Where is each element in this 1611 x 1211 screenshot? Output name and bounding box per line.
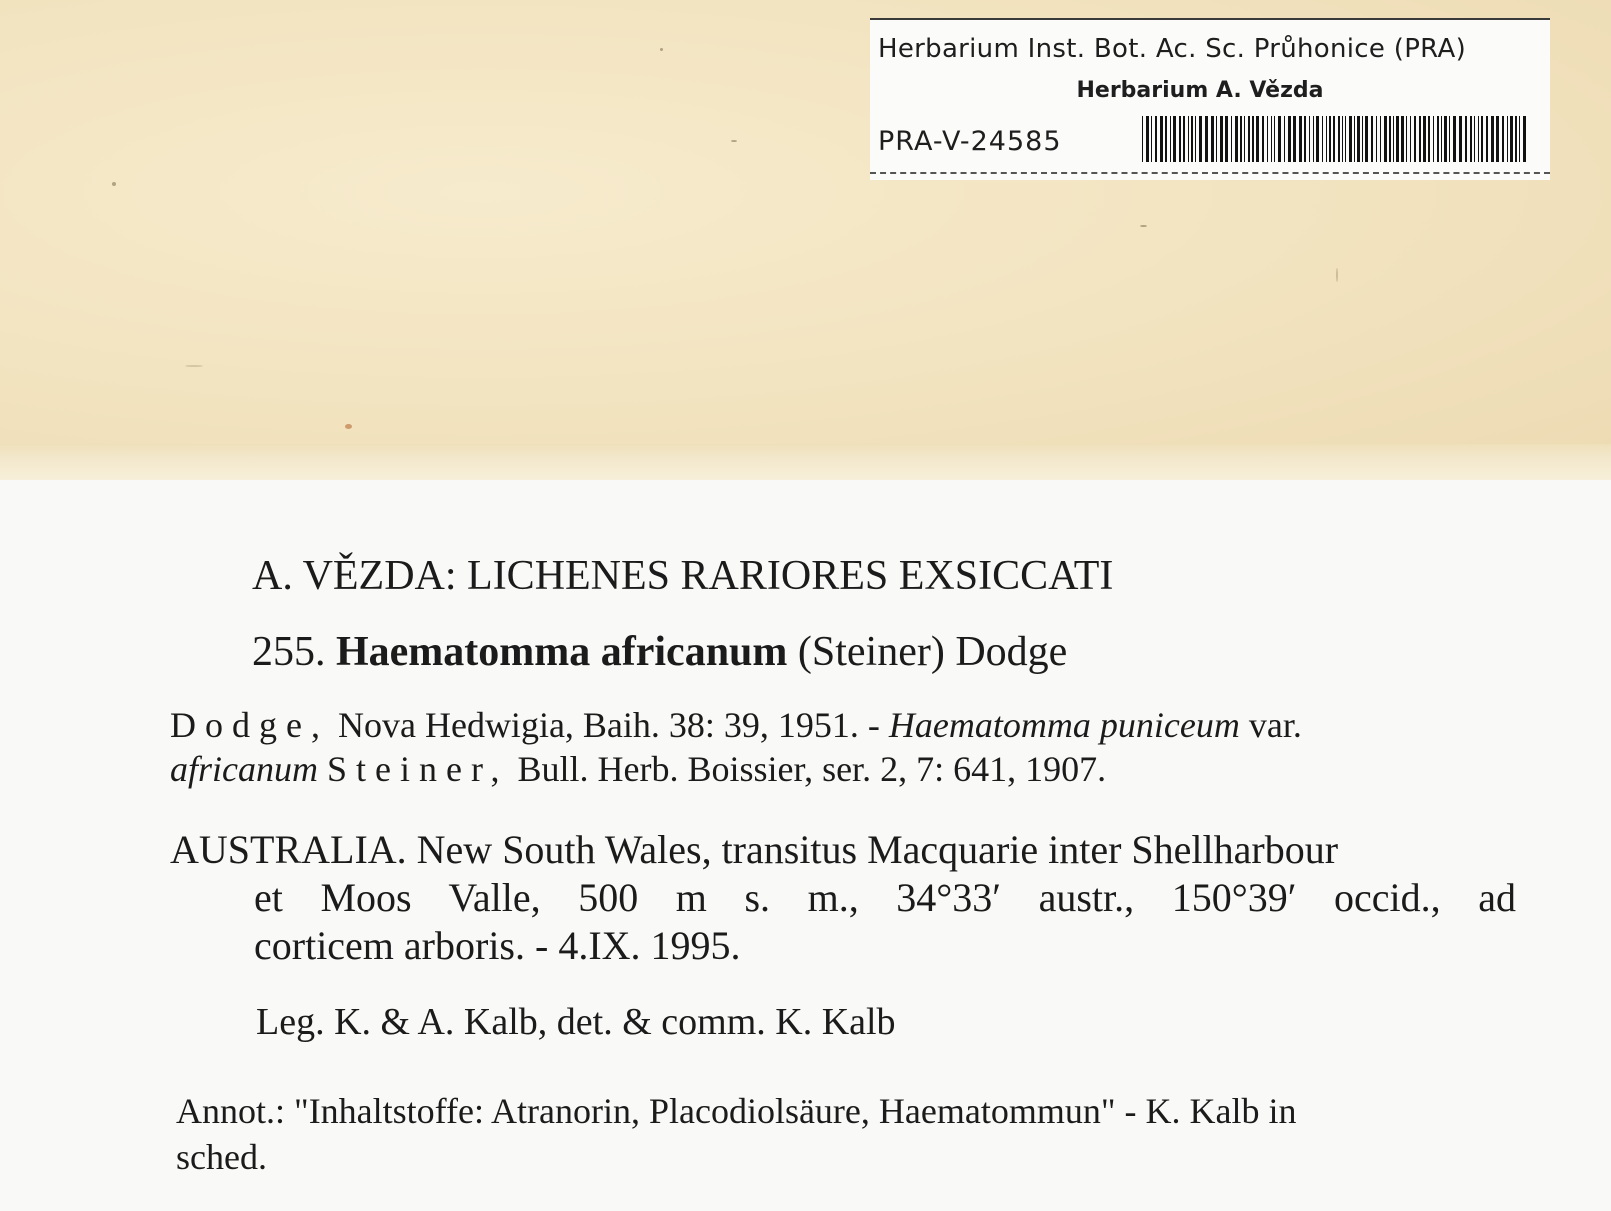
barcode-bar bbox=[1523, 116, 1526, 162]
barcode-bar bbox=[1474, 116, 1475, 162]
barcode-bar bbox=[1470, 116, 1472, 162]
barcode-bar bbox=[1478, 116, 1479, 162]
barcode-bar bbox=[1433, 116, 1434, 162]
barcode-bar bbox=[1441, 116, 1442, 162]
synonymy-author-2: Steiner, bbox=[327, 749, 509, 789]
barcode-bar bbox=[1384, 116, 1387, 162]
barcode-bar bbox=[1205, 116, 1208, 162]
paper-speck bbox=[660, 48, 663, 51]
barcode-bar bbox=[1271, 116, 1272, 162]
barcode-bar bbox=[1252, 116, 1254, 162]
synonymy-line-2 bbox=[170, 748, 1106, 790]
barcode-bar bbox=[1329, 116, 1331, 162]
barcode-bar bbox=[1519, 116, 1520, 162]
barcode-bar bbox=[1304, 116, 1306, 162]
taxon-heading bbox=[252, 628, 1067, 676]
barcode-bar bbox=[1284, 116, 1285, 162]
locality-line-2: et Moos Valle, 500 m s. m., 34°33′ austr., 150°39′ occid., ad bbox=[254, 875, 1516, 920]
paper-speck bbox=[1140, 225, 1147, 227]
barcode-bar bbox=[1362, 116, 1363, 162]
barcode-bar bbox=[1220, 116, 1223, 162]
barcode-bar bbox=[1309, 116, 1310, 162]
barcode-bar bbox=[1396, 116, 1399, 162]
barcode-bar bbox=[1419, 116, 1421, 162]
paper-speck bbox=[185, 365, 203, 367]
barcode-bar bbox=[1225, 116, 1228, 162]
institution-name: Herbarium Inst. Bot. Ac. Sc. Průhonice (PRA) bbox=[878, 34, 1467, 64]
barcode-bar bbox=[1481, 116, 1483, 162]
barcode-bar bbox=[1357, 116, 1360, 162]
barcode-bar bbox=[1160, 116, 1163, 162]
barcode-bar bbox=[1248, 116, 1250, 162]
barcode-bar bbox=[1299, 116, 1302, 162]
barcode-bar bbox=[1459, 116, 1462, 162]
synonymy-reference-2: Bull. Herb. Boissier, ser. 2, 7: 641, 1907. bbox=[517, 749, 1107, 789]
paper-speck bbox=[112, 182, 116, 186]
locality-line-3: corticem arboris. - 4.IX. 1995. bbox=[254, 923, 741, 968]
barcode-bar bbox=[1173, 116, 1176, 162]
barcode-bar bbox=[1349, 116, 1352, 162]
barcode-bar bbox=[1507, 116, 1508, 162]
paper-speck bbox=[345, 424, 352, 429]
barcode-bar bbox=[1428, 116, 1430, 162]
rank: var. bbox=[1248, 705, 1302, 745]
barcode-bar bbox=[1231, 116, 1232, 162]
barcode-bar bbox=[1354, 116, 1355, 162]
barcode-bar bbox=[1191, 116, 1193, 162]
barcode-bar bbox=[1235, 116, 1238, 162]
barcode-bar bbox=[1496, 116, 1499, 162]
infraspecific-epithet: africanum bbox=[170, 749, 318, 789]
barcode-bar bbox=[1146, 116, 1149, 162]
barcode-bar bbox=[1170, 116, 1171, 162]
paper-speck bbox=[1336, 268, 1338, 282]
barcode-bar bbox=[1371, 116, 1373, 162]
barcode-bar bbox=[1449, 116, 1450, 162]
barcode-bar bbox=[1376, 116, 1377, 162]
barcode-bar bbox=[1444, 116, 1447, 162]
barcode-bar bbox=[1262, 116, 1264, 162]
barcode-bar bbox=[1293, 116, 1296, 162]
barcode-bar bbox=[1322, 116, 1323, 162]
barcode-bar bbox=[1465, 116, 1467, 162]
barcode-bar bbox=[1155, 116, 1157, 162]
barcode-bar bbox=[1326, 116, 1327, 162]
barcode-bar bbox=[1256, 116, 1259, 162]
barcode-bar bbox=[1410, 116, 1411, 162]
barcode-bar bbox=[1401, 116, 1404, 162]
catalog-number: PRA-V-24585 bbox=[878, 126, 1062, 157]
barcode-bar bbox=[1389, 116, 1391, 162]
barcode-label bbox=[870, 18, 1550, 180]
barcode-bar bbox=[1278, 116, 1281, 162]
barcode-bar bbox=[1515, 116, 1517, 162]
collection-name: Herbarium A. Vězda bbox=[1076, 78, 1324, 103]
locality-line-1: AUSTRALIA. New South Wales, transitus Macquarie inter Shellharbour bbox=[170, 827, 1339, 872]
barcode-bar bbox=[1240, 116, 1242, 162]
barcode-bar bbox=[1423, 116, 1426, 162]
taxon-author: (Steiner) Dodge bbox=[797, 629, 1068, 675]
barcode-bar bbox=[1333, 116, 1335, 162]
barcode-bar bbox=[1244, 116, 1245, 162]
barcode-bar bbox=[1486, 116, 1488, 162]
paper-speck bbox=[731, 140, 737, 142]
synonymy-author-1: Dodge, bbox=[170, 705, 329, 745]
collectors: Leg. K. & A. Kalb, det. & comm. K. Kalb bbox=[256, 1001, 896, 1043]
barcode-bar bbox=[1274, 116, 1275, 162]
barcode-bar bbox=[1365, 116, 1368, 162]
barcode-bar bbox=[1345, 116, 1346, 162]
barcode-bar bbox=[1491, 116, 1494, 162]
annotation-line-2: sched. bbox=[176, 1137, 267, 1177]
barcode-bar bbox=[1195, 116, 1196, 162]
basionym: Haematomma puniceum bbox=[888, 705, 1240, 745]
barcode-bar bbox=[1342, 116, 1343, 162]
synonymy-reference-1: Nova Hedwigia, Baih. 38: 39, 1951. - bbox=[337, 705, 880, 745]
barcode-bar bbox=[1267, 116, 1268, 162]
barcode-bar bbox=[1502, 116, 1504, 162]
synonymy-line-1 bbox=[170, 704, 1302, 746]
barcode-bar bbox=[1406, 116, 1407, 162]
barcode-bar bbox=[1142, 116, 1143, 162]
barcode-bar bbox=[1183, 116, 1185, 162]
exsiccata-label bbox=[0, 480, 1611, 1211]
exsiccata-number: 255. bbox=[252, 629, 326, 675]
barcode-bar bbox=[1199, 116, 1202, 162]
barcode-bar bbox=[1216, 116, 1217, 162]
annotation-line-1: Annot.: "Inhaltstoffe: Atranorin, Placodiolsäure, Haematommun" - K. Kalb in bbox=[176, 1091, 1297, 1131]
barcode-bar bbox=[1437, 116, 1439, 162]
barcode-bar bbox=[1211, 116, 1214, 162]
cut-line bbox=[870, 172, 1550, 174]
barcode-bar bbox=[1165, 116, 1167, 162]
barcode-bar bbox=[1510, 116, 1513, 162]
barcode-bar bbox=[1338, 116, 1340, 162]
barcode-bar bbox=[1453, 116, 1456, 162]
barcode-bar bbox=[1316, 116, 1319, 162]
taxon-name: Haematomma africanum bbox=[336, 629, 788, 675]
barcode-bar bbox=[1380, 116, 1381, 162]
series-title: A. VĚZDA: LICHENES RARIORES EXSICCATI bbox=[252, 553, 1114, 599]
barcode-icon bbox=[1142, 116, 1530, 162]
barcode-bar bbox=[1179, 116, 1181, 162]
paper-edge bbox=[0, 444, 1611, 480]
barcode-bar bbox=[1393, 116, 1394, 162]
barcode-bar bbox=[1288, 116, 1291, 162]
barcode-bar bbox=[1313, 116, 1314, 162]
barcode-bar bbox=[1414, 116, 1416, 162]
barcode-bar bbox=[1188, 116, 1189, 162]
barcode-bar bbox=[1151, 116, 1152, 162]
